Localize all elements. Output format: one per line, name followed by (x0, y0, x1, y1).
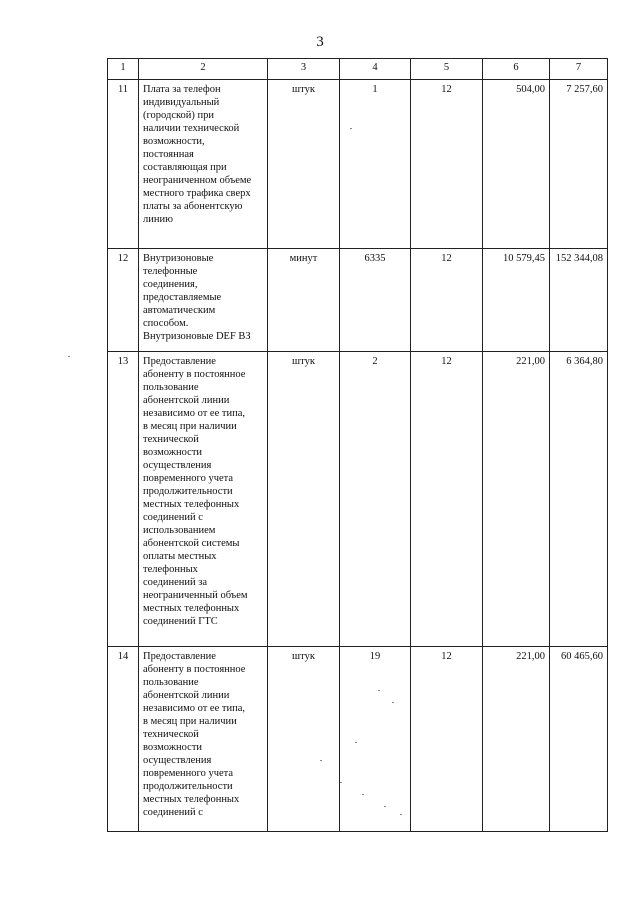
row-months: 12 (411, 80, 483, 249)
row-price: 221,00 (483, 352, 550, 647)
row-total: 152 344,08 (550, 249, 608, 352)
row-total: 6 364,80 (550, 352, 608, 647)
row-unit: штук (268, 647, 340, 832)
scan-speck (68, 356, 70, 357)
row-quantity: 19 (340, 647, 411, 832)
row-price: 221,00 (483, 647, 550, 832)
row-unit: штук (268, 352, 340, 647)
row-number: 11 (108, 80, 139, 249)
row-number: 13 (108, 352, 139, 647)
header-col-5: 5 (411, 59, 483, 80)
header-col-6: 6 (483, 59, 550, 80)
row-price: 10 579,45 (483, 249, 550, 352)
row-unit: минут (268, 249, 340, 352)
row-description: Предоставление абоненту в постоянное пользование абонентской линии независимо от ее типа, в месяц при наличии технической возможности осуществления повременного учета продолжительности местных телефонных соединений с использованием абонентской системы оплаты местных телефонных соединений за неограниченный объем местных телефонных соединений ГТС (139, 352, 268, 647)
scan-speck (384, 806, 386, 807)
header-row (108, 59, 608, 80)
header-col-3: 3 (268, 59, 340, 80)
table-row (108, 80, 608, 249)
scan-speck (362, 794, 364, 795)
table-row (108, 352, 608, 647)
row-unit: штук (268, 80, 340, 249)
row-description: Плата за телефон индивидуальный (городской) при наличии технической возможности, постоянная составляющая при неограниченном объеме местного трафика сверх платы за абонентскую линию (139, 80, 268, 249)
table-row (108, 647, 608, 832)
header-col-7: 7 (550, 59, 608, 80)
row-quantity: 2 (340, 352, 411, 647)
header-col-4: 4 (340, 59, 411, 80)
page-number: 3 (316, 34, 324, 50)
row-description: Предоставление абоненту в постоянное пользование абонентской линии независимо от ее типа, в месяц при наличии технической возможности осуществления повременного учета продолжительности местных телефонных соединений с (139, 647, 268, 832)
scan-speck (355, 742, 357, 743)
row-total: 60 465,60 (550, 647, 608, 832)
scan-speck (350, 128, 352, 129)
row-price: 504,00 (483, 80, 550, 249)
row-months: 12 (411, 352, 483, 647)
services-table (107, 58, 608, 832)
scan-speck (400, 814, 402, 815)
table-row (108, 249, 608, 352)
header-col-2: 2 (139, 59, 268, 80)
scan-speck (378, 690, 380, 691)
header-col-1: 1 (108, 59, 139, 80)
scan-speck (320, 760, 322, 761)
row-description: Внутризоновые телефонные соединения, предоставляемые автоматическим способом. Внутризоновые DEF ВЗ (139, 249, 268, 352)
row-months: 12 (411, 249, 483, 352)
row-months: 12 (411, 647, 483, 832)
row-total: 7 257,60 (550, 80, 608, 249)
row-number: 12 (108, 249, 139, 352)
scan-speck (340, 782, 342, 783)
row-quantity: 6335 (340, 249, 411, 352)
scan-speck (392, 702, 394, 703)
row-number: 14 (108, 647, 139, 832)
row-quantity: 1 (340, 80, 411, 249)
